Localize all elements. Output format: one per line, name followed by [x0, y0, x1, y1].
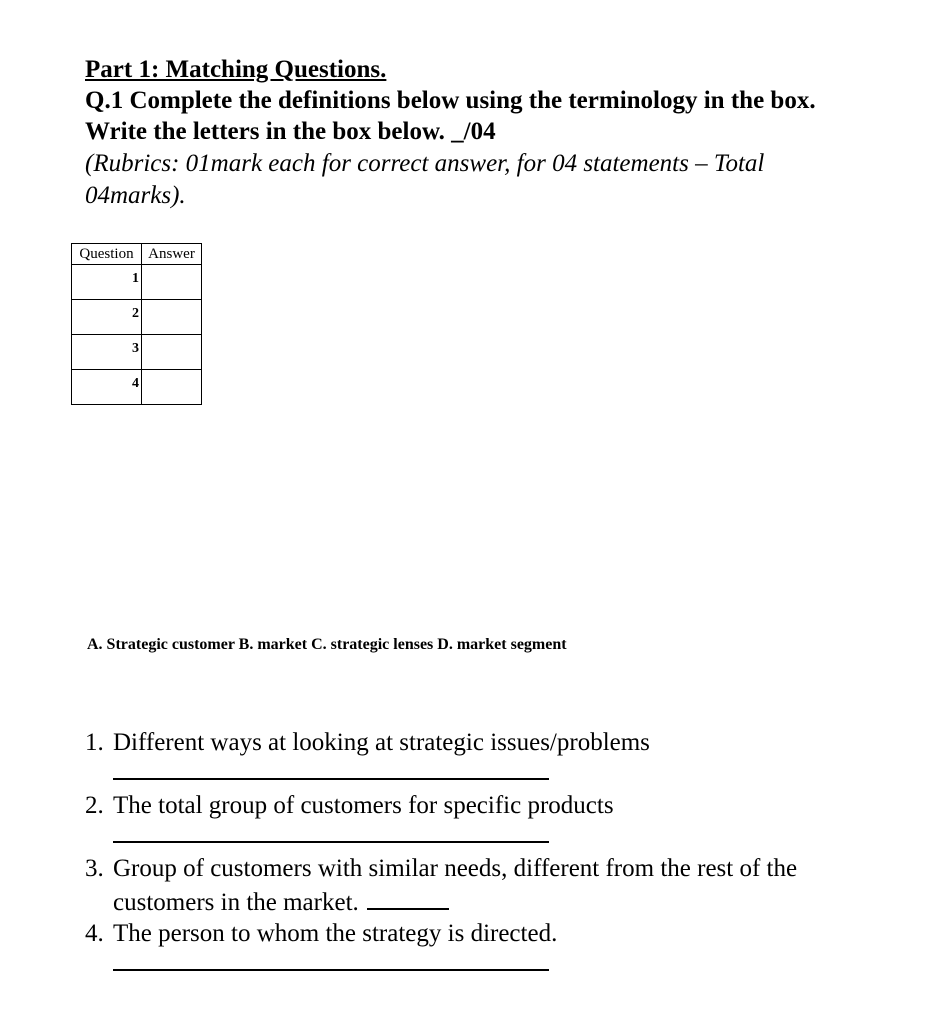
answer-cell[interactable] [142, 300, 202, 335]
answer-cell[interactable] [142, 265, 202, 300]
answer-table [71, 243, 202, 405]
table-row [72, 370, 202, 405]
table-header-row [72, 244, 202, 265]
terminology-box: A. Strategic customer B. market C. strategic lenses D. market segment [87, 636, 567, 653]
answer-blank[interactable] [367, 884, 449, 910]
column-header-answer: Answer [142, 244, 202, 265]
statement-number: 3. [85, 855, 104, 882]
question-number-cell: 1 [72, 265, 142, 300]
answer-blank[interactable] [113, 758, 549, 780]
statement-item [85, 727, 835, 780]
statement-text: The total group of customers for specific products [113, 792, 614, 819]
statement-text: Group of customers with similar needs, different from the rest of the customers in the market. [113, 855, 798, 916]
statement-item [85, 918, 835, 971]
question-number-cell: 2 [72, 300, 142, 335]
rubric-text: (Rubrics: 01mark each for correct answer, for 04 statements – Total 04marks). [85, 150, 765, 209]
statement-text: The person to whom the strategy is directed. [113, 920, 558, 947]
table-row [72, 265, 202, 300]
statement-number: 2. [85, 792, 104, 819]
question-number-cell: 4 [72, 370, 142, 405]
statement-number: 4. [85, 920, 104, 947]
statement-list [85, 727, 835, 981]
answer-blank[interactable] [113, 821, 549, 843]
question-text: Q.1 Complete the definitions below using the terminology in the box. Write the letters in the box below. _/04 [85, 87, 816, 145]
table-row [72, 335, 202, 370]
statement-text: Different ways at looking at strategic issues/problems [113, 729, 650, 756]
statement-item [85, 853, 835, 918]
column-header-question: Question [72, 244, 142, 265]
table-row [72, 300, 202, 335]
question-number-cell: 3 [72, 335, 142, 370]
answer-blank[interactable] [113, 949, 549, 971]
statement-item [85, 790, 835, 843]
part-title: Part 1: Matching Questions. [85, 56, 387, 83]
heading [85, 54, 845, 147]
statement-number: 1. [85, 729, 104, 756]
answer-cell[interactable] [142, 370, 202, 405]
answer-cell[interactable] [142, 335, 202, 370]
